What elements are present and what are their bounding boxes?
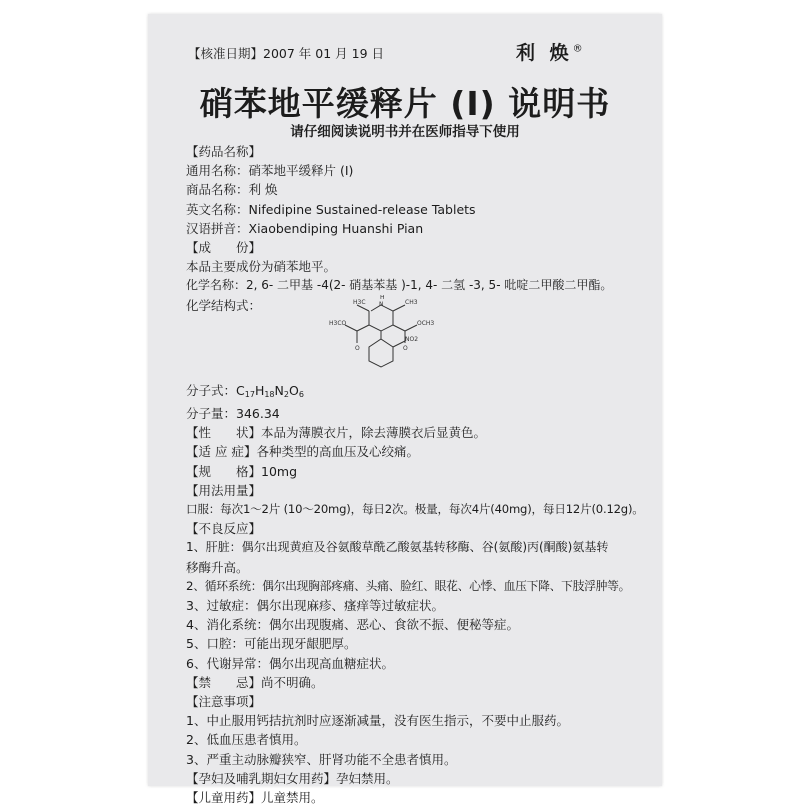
document-subtitle: 请仔细阅读说明书并在医师指导下使用 — [290, 124, 520, 140]
pregnancy-use: 【孕妇及哺乳期妇女用药】孕妇禁用。 — [186, 770, 399, 786]
o-label-left: O — [355, 344, 360, 352]
trade-name: 商品名称：利 焕 — [186, 182, 278, 198]
precaution-item: 3、严重主动脉瓣狭窄、肝肾功能不全患者慎用。 — [186, 751, 457, 767]
adverse-item: 5、口腔：可能出现牙龈肥厚。 — [186, 636, 357, 652]
adverse-item: 4、消化系统：偶尔出现腹痛、恶心、食欲不振、便秘等症。 — [186, 617, 519, 633]
h3c-label: H3C — [353, 298, 366, 306]
no2-label: NO2 — [405, 335, 419, 343]
precaution-item: 2、低血压患者慎用。 — [186, 732, 307, 748]
approval-date: 【核准日期】2007 年 01 月 19 日 — [188, 46, 384, 61]
h-label: H — [380, 294, 385, 301]
adverse-item: 1、肝脏：偶尔出现黄疸及谷氨酸草酰乙酸氨基转移酶、谷(氨酸)丙(酮酸)氨基转 — [186, 540, 609, 555]
indications: 【适 应 症】各种类型的高血压及心绞痛。 — [186, 444, 419, 460]
pinyin-name: 汉语拼音：Xiaobendiping Huanshi Pian — [186, 220, 424, 236]
formula-o: O — [288, 382, 299, 398]
structure-label: 化学结构式： — [186, 297, 262, 313]
document-title: 硝苯地平缓释片 (I) 说明书 — [199, 84, 611, 123]
chemical-name: 化学名称：2, 6- 二甲基 -4(2- 硝基苯基 )-1, 4- 二氢 -3, 5- 吡啶二甲酸二甲酯。 — [186, 278, 613, 293]
leaflet-body — [186, 142, 656, 807]
properties: 【性 状】本品为薄膜衣片，除去薄膜衣后显黄色。 — [186, 425, 487, 441]
generic-name: 通用名称：硝苯地平缓释片 (I) — [186, 163, 354, 179]
nifedipine-structure-diagram — [301, 295, 481, 385]
och3-label: OCH3 — [417, 319, 435, 327]
formula-n: N — [274, 382, 284, 398]
section-precautions: 【注意事项】 — [186, 694, 262, 710]
formula-o-count: 6 — [298, 389, 304, 399]
main-ingredient: 本品主要成份为硝苯地平。 — [186, 259, 337, 275]
dosage-text: 口服：每次1～2片 (10～20mg)，每日2次。极量，每次4片(40mg)，每日12片(0.12g)。 — [186, 502, 644, 517]
adverse-item: 3、过敏症：偶尔出现麻疹、瘙痒等过敏症状。 — [186, 598, 444, 614]
brand-text: 利 焕 — [516, 42, 573, 64]
section-drug-name: 【药品名称】 — [186, 144, 262, 159]
leaflet-page — [148, 14, 662, 806]
precaution-item: 1、中止服用钙拮抗剂时应逐渐减量，没有医生指示，不要中止服药。 — [186, 713, 569, 729]
adverse-item: 6、代谢异常：偶尔出现高血糖症状。 — [186, 655, 394, 671]
specification: 【规 格】10mg — [186, 463, 298, 479]
registered-mark: ® — [572, 43, 583, 55]
english-name: 英文名称：Nifedipine Sustained-release Tablets — [186, 201, 476, 217]
formula-h: H — [254, 382, 265, 398]
formula-c: C — [236, 382, 245, 398]
h3co-label: H3CO — [329, 319, 347, 327]
section-composition: 【成 份】 — [186, 240, 262, 256]
molecular-weight: 分子量：346.34 — [186, 406, 280, 422]
section-adverse-reactions: 【不良反应】 — [186, 521, 262, 537]
n-label: N — [379, 300, 384, 308]
section-dosage: 【用法用量】 — [186, 482, 262, 498]
ch3-label: CH3 — [405, 298, 418, 306]
adverse-item: 2、循环系统：偶尔出现胸部疼痛、头痛、脸红、眼花、心悸、血压下降、下肢浮肿等。 — [186, 578, 631, 593]
brand-name — [516, 38, 583, 65]
formula-h-count: 18 — [264, 389, 275, 399]
formula-c-count: 17 — [244, 389, 255, 399]
o-label-right: O — [403, 344, 408, 352]
contraindications: 【禁 忌】尚不明确。 — [186, 674, 324, 690]
formula-n-count: 2 — [283, 389, 289, 399]
formula-label: 分子式： — [186, 382, 237, 398]
pediatric-use: 【儿童用药】儿童禁用。 — [186, 790, 324, 806]
adverse-item: 移酶升高。 — [186, 559, 249, 575]
